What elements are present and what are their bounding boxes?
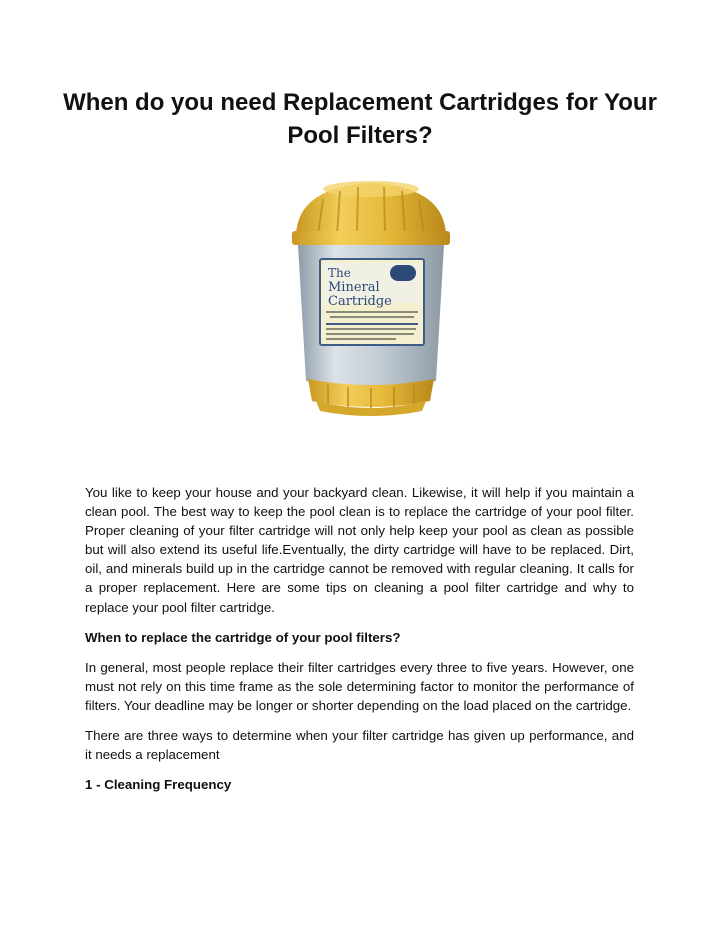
- section-paragraph-2: There are three ways to determine when your filter cartridge has given up performance, and it needs a replacement: [85, 728, 634, 763]
- section-heading: When to replace the cartridge of your pool filters?: [85, 629, 401, 645]
- intro-paragraph: You like to keep your house and your backyard clean. Likewise, it will help if you maintain a clean pool. The best way to keep the pool clean is to replace the cartridge of your pool filter. Proper cleaning of your filter cartridge will not only help keep your pool as clean as possible but will also extend its useful life.Eventually, the dirty cartridge will have to be replaced. Dirt, oil, and minerals build up in the cartridge cannot be removed with regular cleaning. It calls for a proper replacement. Here are some tips on cleaning a pool filter cartridge and why to replace your pool filter cartridge.: [85, 485, 634, 615]
- label-text-line3: Cartridge: [328, 294, 392, 309]
- mineral-cartridge-illustration: [268, 165, 474, 437]
- label-text-line2: Mineral: [328, 280, 380, 295]
- page-title: When do you need Replacement Cartridges for Your Pool Filters?: [63, 89, 657, 149]
- label-text-line1: The: [328, 266, 351, 280]
- section-paragraph-1: In general, most people replace their filter cartridges every three to five years. However, one must not rely on this time frame as the sole determining factor to monitor the performance of filters. Your deadline may be longer or shorter depending on the load placed on the cartridge.: [85, 659, 634, 713]
- product-image: [268, 165, 474, 437]
- subheading-cleaning-frequency: 1 - Cleaning Frequency: [85, 777, 232, 793]
- article-body: [85, 483, 634, 805]
